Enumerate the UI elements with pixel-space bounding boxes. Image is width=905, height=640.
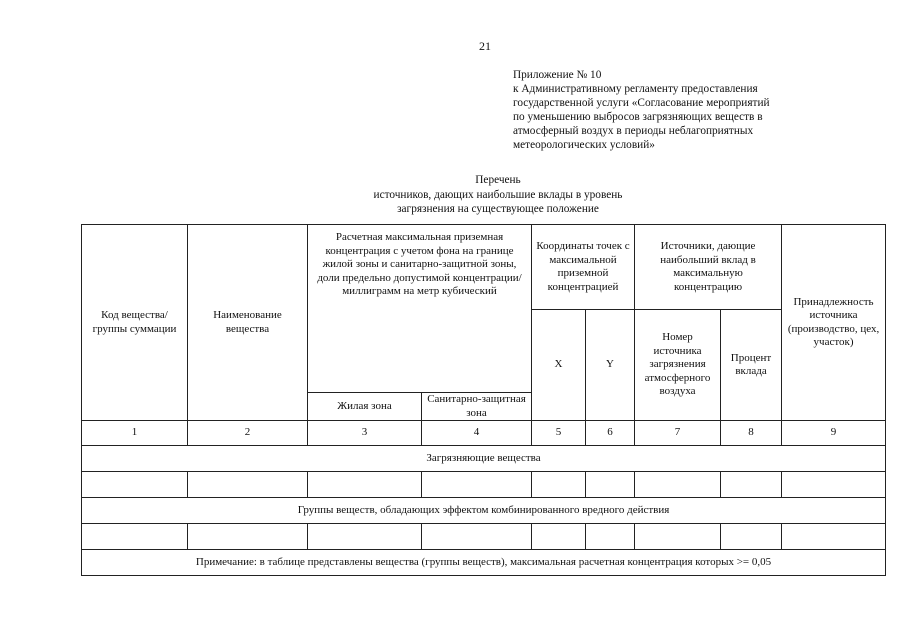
header-name: Наименование вещества [188,225,308,421]
section-groups: Группы веществ, обладающих эффектом комбинированного вредного действия [82,498,886,524]
header-concentration: Расчетная максимальная приземная концентрация с учетом фона на границе жилой зоны и санитарно-защитной зоны, доли предельно допустимой концентрации/миллиграмм на метр кубический [308,225,532,393]
table-cell [635,472,721,498]
section-pollutants: Загрязняющие вещества [82,446,886,472]
table-cell [721,524,782,550]
header-sanitary-zone: Санитарно-защитная зона [422,393,532,421]
header-source-number: Номер источника загрязнения атмосферного воздуха [635,310,721,421]
title-line: загрязнения на существующее положение [397,203,599,215]
table-cell [635,524,721,550]
table-cell [82,524,188,550]
appendix-line: государственной услуги «Согласование мероприятий [513,97,770,109]
table-cell [422,524,532,550]
table-cell [308,472,422,498]
appendix-line: к Административному регламенту предоставления [513,83,758,95]
table-cell [782,472,886,498]
column-number: 4 [422,421,532,446]
appendix-line: Приложение № 10 [513,69,602,81]
table-row [82,472,886,498]
column-number: 5 [532,421,586,446]
table-cell [532,524,586,550]
appendix-line: метеорологических условий» [513,139,655,151]
table-cell [82,472,188,498]
column-number: 7 [635,421,721,446]
document-title [250,173,746,217]
table-cell [532,472,586,498]
table-cell [422,472,532,498]
header-coordinates: Координаты точек с максимальной приземной концентрацией [532,225,635,310]
header-contribution-percent: Процент вклада [721,310,782,421]
column-numbers-row [82,421,886,446]
column-number: 1 [82,421,188,446]
header-sources: Источники, дающие наибольший вклад в максимальную концентрацию [635,225,782,310]
table-cell [586,524,635,550]
table-row [82,524,886,550]
column-number: 8 [721,421,782,446]
header-code: Код вещества/группы суммации [82,225,188,421]
sources-table [81,224,886,576]
header-ownership: Принадлежность источника (производство, цех, участок) [782,225,886,421]
table-cell [721,472,782,498]
appendix-line: атмосферный воздух в периоды неблагоприятных [513,125,754,137]
header-residential-zone: Жилая зона [308,393,422,421]
appendix-line: по уменьшению выбросов загрязняющих веществ в [513,111,763,123]
table-cell [586,472,635,498]
column-number: 9 [782,421,886,446]
table-cell [308,524,422,550]
column-number: 6 [586,421,635,446]
column-number: 3 [308,421,422,446]
title-line: Перечень [475,174,521,186]
table-cell [188,472,308,498]
page-number: 21 [479,39,491,53]
appendix-header [513,68,843,152]
column-number: 2 [188,421,308,446]
table-note: Примечание: в таблице представлены вещества (группы веществ), максимальная расчетная концентрация которых >= 0,05 [82,550,886,576]
header-y: Y [586,310,635,421]
table-cell [188,524,308,550]
header-x: X [532,310,586,421]
table-cell [782,524,886,550]
title-line: источников, дающих наибольшие вклады в уровень [373,188,623,201]
